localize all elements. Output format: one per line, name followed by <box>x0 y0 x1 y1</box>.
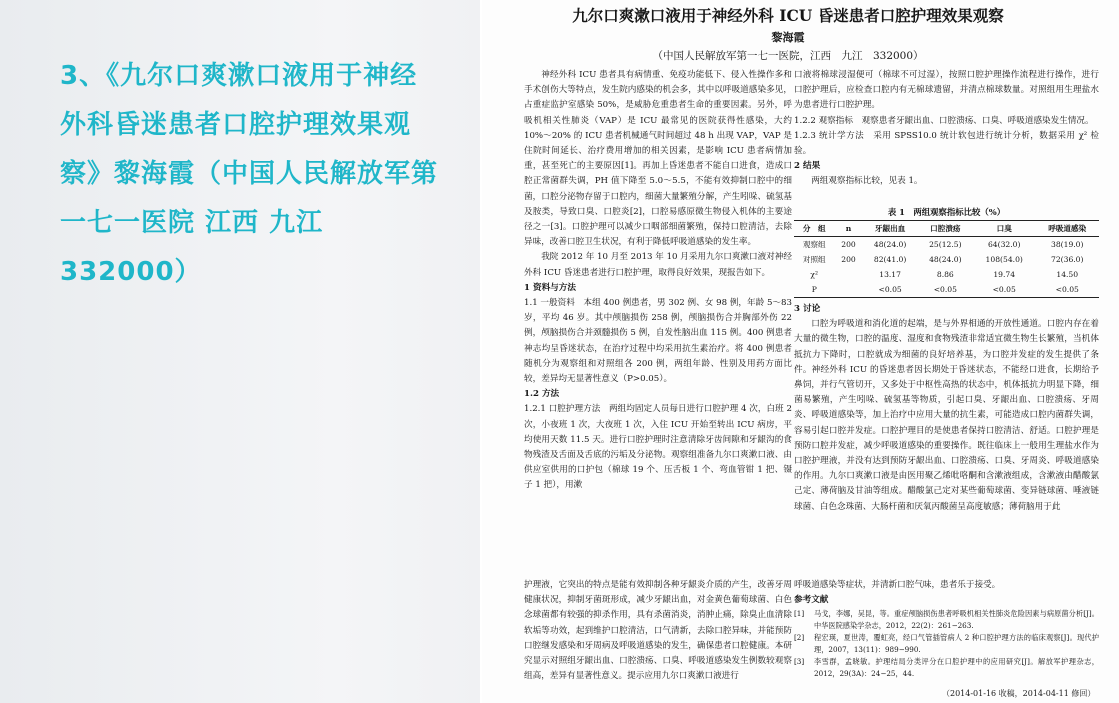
references-title: 参考文献 <box>794 595 829 606</box>
table-cell: <0.05 <box>1055 285 1079 294</box>
discussion-section <box>794 302 1099 574</box>
table-cell: 对照组 <box>802 255 826 264</box>
results-table-block <box>794 206 1099 298</box>
paper-page <box>482 0 1119 703</box>
table-cell: 48(24.0) <box>929 255 962 264</box>
reference-item <box>794 608 1099 632</box>
table-cell <box>835 282 863 298</box>
table-cell: <0.05 <box>933 285 957 294</box>
reference-item <box>794 656 1099 680</box>
paragraph: 口腔为呼吸道和消化道的起端，是与外界相通的开放性通道。口腔内存在着大量的微生物，口腔的温度、湿度和食物残渣非常适宜微生物生长繁殖，当机体抵抗力下降时，口腔就成为细菌的良好培养基，为口腔并发症的发生提供了条件。神经外科 ICU 的昏迷患者因长期处于昏迷状态，不能经口进食，长期给予鼻饲，并行气管切开，又多处于中枢性高热的状态中，机体抵抗力明显下降，细菌易繁殖，产生吲哚、硫氢基等物质，引起口臭、牙龈出血、口腔溃疡、牙周炎、呼吸道感染等，加上治疗中应用大量的抗生素，可能造成口腔内菌群失调，容易引起口腔并发症。口腔护理目的是使患者保持口腔清洁、舒适。口腔护理是预防口腔并发症，减少呼吸道感染的重要操作。既往临床上一般用生理盐水作为口腔护理液，并没有达到预防牙龈出血、口腔溃疡、口臭、牙周炎、呼吸道感染的作用。九尔口爽漱口液是由医用聚乙烯吡咯酮和含漱液组成，含漱液由醋酸氯己定、薄荷脑及甘油等组成。醋酸氯己定对某些葡萄球菌、变异链球菌、唾液链球菌、白色念珠菌、大肠杆菌和厌氧丙酸菌呈高度敏感；薄荷脑用于此 <box>794 319 1099 512</box>
table-cell: 38(19.0) <box>1050 240 1084 249</box>
table-header: n <box>845 224 852 233</box>
reference-number: [1] <box>794 609 805 619</box>
references-list <box>794 608 1099 680</box>
table-cell: 观察组 <box>802 240 826 249</box>
reference-text: 李雪群，孟晓敏。护理结局分类评分在口腔护理中的应用研究[J]。解放军护理杂志，2012，29(3A)：24−25，44. <box>814 657 1099 679</box>
table-row <box>794 267 1099 282</box>
section-heading: 1.2 方法 <box>524 389 560 400</box>
table-cell: 19.74 <box>993 270 1016 279</box>
table-cell: 108(54.0) <box>985 255 1023 264</box>
paragraph: 1.2.1 口腔护理方法 两组均固定人员每日进行口腔护理 4 次，白班 2 次，小夜班 1 次，大夜班 1 次，入住 ICU 开始至转出 ICU 病房，平均使用天数 11.5 天。进行口腔护理时注意清除牙齿间隙和牙龈沟的食物残渣及舌面及舌底的污垢及分泌物。观察组准备九尔口爽漱口液、由供应室供用的口护包（棉球 19 个、压舌板 1 个、弯血管钳 1 把、镊子 1 把），用漱 <box>524 404 792 491</box>
paragraph: 呼吸道感染等症状，并清新口腔气味，患者乐于接受。 <box>794 580 1001 590</box>
paragraph: 神经外科 ICU 患者具有病情重、免疫功能低下、侵入性操作多和手术创伤大等特点，发生院内感染的机会多，其中以呼吸道感染多见，占重症监护室感染 50%，是威胁危重患者生命的重要因素。另外，呼吸机相关性肺炎（VAP）是 ICU 最常见的医院获得性感染，大约 10%～20% 的 ICU 患者机械通气时间超过 48 h 出现 VAP，VAP 是住院时间延长、治疗费用增加的相关因素，是影响 ICU 患者病情加重，甚至死亡的主要原因[1]。再加上昏迷患者不能自口进食，造成口腔正常菌群失调，PH 值下降至 5.0～5.5，不能有效抑制口腔中的细菌，口腔分泌物存留于口腔内，细菌大量繁殖分解，产生吲哚、硫氢基及胺类，导致口臭、口腔炎[2]，口腔易感原微生物侵入机体的主要途径之一[3]。口腔护理可以减少口咽部细菌繁殖，保持口腔清洁，去除异味，改善口腔卫生状况，有利于降低呼吸道感染的发生率。 <box>524 70 792 248</box>
section-heading: 1 资料与方法 <box>524 282 576 293</box>
results-table <box>794 220 1099 298</box>
paragraph: 护理液，它突出的特点是能有效抑制各种牙龈炎介质的产生，改善牙周健康状况，抑制牙菌斑形成，减少牙龈出血，对金黄色葡萄球菌、白色念球菌都有较强的抑杀作用，具有杀菌消炎，消肿止痛，除臭止血清除软垢等功效，起到维护口腔清洁，口气清新，去除口腔异味，并能预防口腔继发感染和牙周病及呼吸道感染的发生，确保患者口腔健康。本研究显示对照组牙龈出血、口腔溃疡、口臭、呼吸道感染发生例数较观察组高，差异有显著性意义。提示应用九尔口爽漱口液进行 <box>524 580 792 682</box>
paper-title: 九尔口爽漱口液用于神经外科 ICU 昏迷患者口腔护理效果观察 <box>572 6 1004 25</box>
slide-left-panel <box>0 0 480 703</box>
section-heading: 3 讨论 <box>794 304 821 314</box>
paragraph: 1.2.3 统计学方法 采用 SPSS10.0 统计软包进行统计分析，数据采用 χ² 检验。 <box>794 130 1099 157</box>
table-cell: 64(32.0) <box>987 240 1021 249</box>
table-cell: 200 <box>841 240 856 249</box>
table-caption: 表 1 两组观察指标比较（%） <box>887 207 1006 217</box>
left-column-continued <box>524 578 792 703</box>
table-cell: <0.05 <box>992 285 1016 294</box>
table-cell: 200 <box>841 255 856 264</box>
table-cell: 48(24.0) <box>873 240 907 249</box>
table-cell: χ² <box>810 270 819 279</box>
received-date: （2014-01-16 收稿，2014-04-11 修回） <box>942 689 1096 698</box>
table-cell: 25(12.5) <box>929 240 962 249</box>
reference-number: [2] <box>794 633 805 643</box>
table-cell: 82(41.0) <box>873 255 907 264</box>
table-header-row <box>794 221 1099 237</box>
paragraph: 口液将棉球浸湿便可（棉球不可过湿），按照口腔护理操作流程进行操作，进行口腔护理后，应检查口腔内有无棉球遗留，并清点棉球数量。对照组用生理盐水为患者进行口腔护理。 <box>794 70 1099 111</box>
table-header: 口臭 <box>996 224 1012 233</box>
left-column <box>524 68 792 558</box>
paragraph: 1.2.2 观察指标 观察患者牙龈出血、口腔溃疡、口臭、呼吸道感染发生情况。 <box>794 115 1094 126</box>
table-cell <box>835 267 863 282</box>
reference-number: [3] <box>794 657 805 667</box>
table-header: 口腔溃疡 <box>930 224 961 233</box>
paper-author: 黎海霞 <box>771 31 805 44</box>
paragraph: 我院 2012 年 10 月至 2013 年 10 月采用九尔口爽漱口液对神经外科 ICU 昏迷患者进行口腔护理，取得良好效果，现报告如下。 <box>524 252 792 278</box>
table-cell: 72(36.0) <box>1050 255 1084 264</box>
section-heading: 2 结果 <box>794 161 821 172</box>
table-header: 分 组 <box>802 224 826 233</box>
table-row <box>794 252 1099 267</box>
reference-text: 程宏瑛，夏世涛，覆虹亮，经口气管插管病人 2 种口腔护理方法的临床观察[J]。现代护理，2007，13(11)：989−990. <box>814 633 1099 655</box>
table-cell: 14.50 <box>1056 270 1079 279</box>
paper-affiliation: （中国人民解放军第一七一医院，江西 九江 332000） <box>652 50 924 62</box>
table-cell: P <box>811 285 817 294</box>
reference-item <box>794 632 1099 656</box>
table-cell: 13.17 <box>879 270 901 279</box>
table-header: 呼吸道感染 <box>1048 224 1087 233</box>
reference-text: 马戈，李娜，吴昆，等。重症颅脑损伤患者呼吸机相关性肺炎危险因素与病原菌分析[J]。中华医院感染学杂志，2012，22(2)：261−263. <box>814 609 1099 631</box>
table-row <box>794 282 1099 298</box>
table-header: 牙龈出血 <box>874 224 906 233</box>
table-row <box>794 237 1099 253</box>
paragraph: 两组观察指标比较，见表 1。 <box>811 176 923 187</box>
right-column-top <box>794 68 1099 190</box>
slide-heading: 3、《九尔口爽漱口液用于神经外科昏迷患者口腔护理效果观察》黎海霞（中国人民解放军第一七一医院 江西 九江 332000） <box>60 61 439 287</box>
paragraph: 1.1 一般资料 本组 400 例患者，男 302 例、女 98 例，年龄 5～83 岁，平均 46 岁。其中颅脑损伤 258 例，颅脑损伤合并胸部外伤 22 例，颅脑损伤合并颈髓损伤 5 例，自发性脑出血 115 例。400 例患者神志均呈昏迷状态，在治疗过程中均采用抗生素治疗。将 400 例患者随机分为观察组和对照组各 200 例，两组年龄、性别及用药方面比较，差异均无显著性意义（P>0.05）。 <box>524 298 792 385</box>
table-cell: 8.86 <box>936 270 954 279</box>
right-column-bottom <box>794 578 1099 703</box>
table-cell: <0.05 <box>878 285 902 294</box>
